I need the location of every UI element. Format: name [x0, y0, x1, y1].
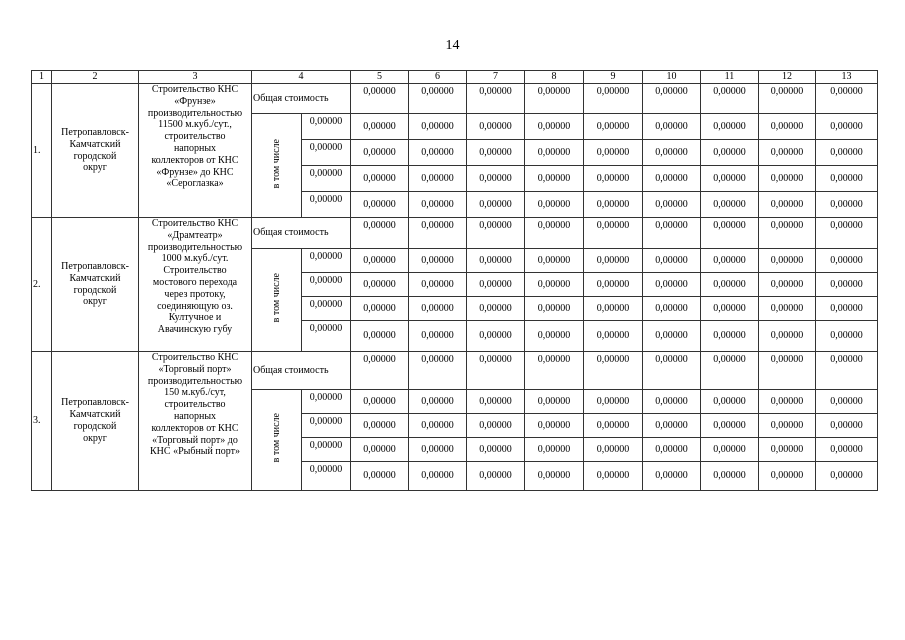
sub-row-value: 0,00000 — [643, 192, 701, 218]
general-cost-value: 0,00000 — [409, 84, 467, 114]
general-cost-value: 0,00000 — [584, 84, 643, 114]
sub-row-value: 0,00000 — [467, 438, 525, 462]
general-cost-value: 0,00000 — [525, 218, 584, 249]
sub-row-label: 0,00000 — [302, 166, 351, 192]
column-header: 8 — [525, 71, 584, 84]
project-description — [139, 84, 252, 218]
sub-row-value: 0,00000 — [351, 249, 409, 273]
sub-row-value: 0,00000 — [701, 249, 759, 273]
description-line: производительностью — [147, 107, 243, 119]
municipality-line: Камчатский — [69, 272, 121, 284]
sub-row-value: 0,00000 — [701, 390, 759, 414]
including-label: в том числе — [270, 138, 282, 189]
description-line: «Фрунзе» — [174, 95, 216, 107]
sub-row-value: 0,00000 — [584, 249, 643, 273]
sub-row-value: 0,00000 — [759, 390, 816, 414]
description-line: коллекторов от КНС — [151, 154, 239, 166]
sub-row-label: 0,00000 — [302, 321, 351, 352]
sub-row-value: 0,00000 — [467, 273, 525, 297]
table-row — [32, 352, 878, 390]
general-cost-value: 0,00000 — [701, 84, 759, 114]
sub-row-value: 0,00000 — [409, 273, 467, 297]
sub-row-value: 0,00000 — [816, 166, 878, 192]
table-row — [32, 84, 878, 114]
sub-row-value: 0,00000 — [643, 140, 701, 166]
column-header: 11 — [701, 71, 759, 84]
general-cost-value: 0,00000 — [351, 84, 409, 114]
sub-row-value: 0,00000 — [351, 438, 409, 462]
general-cost-value: 0,00000 — [701, 218, 759, 249]
sub-row-label: 0,00000 — [302, 462, 351, 491]
sub-row-value: 0,00000 — [759, 249, 816, 273]
sub-row-value: 0,00000 — [351, 114, 409, 140]
sub-row-value: 0,00000 — [701, 438, 759, 462]
description-line: соединяющую оз. — [157, 300, 233, 312]
description-line: строительство — [164, 399, 226, 411]
project-description — [139, 352, 252, 491]
sub-row-value: 0,00000 — [816, 297, 878, 321]
description-line: Строительство КНС — [151, 218, 239, 229]
sub-row-value: 0,00000 — [351, 192, 409, 218]
column-header: 6 — [409, 71, 467, 84]
general-cost-value: 0,00000 — [701, 352, 759, 390]
general-cost-value: 0,00000 — [643, 352, 701, 390]
general-cost-value: 0,00000 — [351, 352, 409, 390]
sub-row-value: 0,00000 — [584, 140, 643, 166]
municipality-line: Камчатский — [69, 409, 121, 421]
municipality-cell — [52, 352, 139, 491]
sub-row-value: 0,00000 — [584, 390, 643, 414]
row-number: 3. — [32, 352, 52, 491]
sub-row-value: 0,00000 — [701, 114, 759, 140]
sub-row-label: 0,00000 — [302, 438, 351, 462]
column-header: 9 — [584, 71, 643, 84]
sub-row-value: 0,00000 — [467, 390, 525, 414]
general-cost-value: 0,00000 — [759, 218, 816, 249]
sub-row-value: 0,00000 — [759, 321, 816, 352]
sub-row-value: 0,00000 — [409, 249, 467, 273]
sub-row-value: 0,00000 — [643, 321, 701, 352]
municipality-line: Петропавловск- — [61, 260, 129, 272]
description-line: 1000 м.куб./сут. — [161, 253, 229, 265]
sub-row-value: 0,00000 — [525, 114, 584, 140]
sub-row-value: 0,00000 — [525, 414, 584, 438]
sub-row-value: 0,00000 — [584, 462, 643, 491]
general-cost-value: 0,00000 — [525, 84, 584, 114]
description-line: строительство — [164, 131, 226, 143]
column-header: 5 — [351, 71, 409, 84]
sub-row-value: 0,00000 — [701, 166, 759, 192]
sub-row-value: 0,00000 — [351, 321, 409, 352]
sub-row-value: 0,00000 — [584, 273, 643, 297]
sub-row-value: 0,00000 — [643, 438, 701, 462]
general-cost-value: 0,00000 — [467, 84, 525, 114]
description-line: Култучное и — [168, 312, 222, 324]
sub-row-value: 0,00000 — [525, 166, 584, 192]
description-line: производительностью — [147, 241, 243, 253]
sub-row-value: 0,00000 — [467, 166, 525, 192]
general-cost-value: 0,00000 — [351, 218, 409, 249]
sub-row-value: 0,00000 — [643, 297, 701, 321]
description-line: Строительство КНС — [151, 84, 239, 95]
general-cost-value: 0,00000 — [643, 84, 701, 114]
including-label: в том числе — [270, 413, 282, 463]
sub-row-label: 0,00000 — [302, 414, 351, 438]
general-cost-value: 0,00000 — [467, 352, 525, 390]
description-line: КНС «Рыбный порт» — [150, 446, 240, 458]
sub-row-value: 0,00000 — [525, 438, 584, 462]
sub-row-value: 0,00000 — [759, 273, 816, 297]
sub-row-value: 0,00000 — [816, 462, 878, 491]
sub-row-value: 0,00000 — [409, 114, 467, 140]
sub-row-value: 0,00000 — [816, 192, 878, 218]
sub-row-value: 0,00000 — [351, 390, 409, 414]
sub-row-label: 0,00000 — [302, 140, 351, 166]
sub-row-value: 0,00000 — [351, 166, 409, 192]
municipality-line: округ — [83, 296, 107, 308]
sub-row-value: 0,00000 — [816, 114, 878, 140]
general-cost-label: Общая стоимость — [252, 352, 351, 390]
sub-row-value: 0,00000 — [409, 462, 467, 491]
general-cost-value: 0,00000 — [584, 218, 643, 249]
general-cost-value: 0,00000 — [409, 218, 467, 249]
description-line: напорных — [173, 410, 217, 422]
sub-row-label: 0,00000 — [302, 192, 351, 218]
sub-row-value: 0,00000 — [759, 114, 816, 140]
sub-row-value: 0,00000 — [467, 321, 525, 352]
sub-row-value: 0,00000 — [701, 414, 759, 438]
project-description — [139, 218, 252, 352]
sub-row-value: 0,00000 — [525, 390, 584, 414]
sub-row-value: 0,00000 — [643, 462, 701, 491]
sub-row-value: 0,00000 — [701, 273, 759, 297]
including-cell — [252, 390, 302, 491]
sub-row-value: 0,00000 — [467, 297, 525, 321]
sub-row-label: 0,00000 — [302, 297, 351, 321]
description-line: «Фрунзе» до КНС — [156, 166, 234, 178]
data-table — [31, 70, 878, 491]
municipality-line: городской — [73, 421, 117, 432]
column-header: 2 — [52, 71, 139, 84]
column-header: 12 — [759, 71, 816, 84]
table-row — [32, 218, 878, 249]
description-line: 11500 м.куб./сут., — [158, 119, 232, 131]
column-header: 10 — [643, 71, 701, 84]
sub-row-value: 0,00000 — [409, 438, 467, 462]
description-line: «Драмтеатр» — [167, 229, 223, 241]
description-line: напорных — [173, 142, 217, 154]
municipality-line: городской — [73, 150, 117, 162]
general-cost-value: 0,00000 — [409, 352, 467, 390]
municipality-line: Петропавловск- — [61, 397, 129, 409]
sub-row-value: 0,00000 — [467, 114, 525, 140]
sub-row-value: 0,00000 — [409, 390, 467, 414]
column-header: 7 — [467, 71, 525, 84]
municipality-cell — [52, 84, 139, 218]
description-line: «Торговый порт» — [158, 363, 232, 375]
municipality-line: Петропавловск- — [61, 126, 129, 138]
sub-row-value: 0,00000 — [525, 297, 584, 321]
description-line: 150 м.куб./сут, — [164, 387, 226, 399]
sub-row-value: 0,00000 — [701, 140, 759, 166]
sub-row-value: 0,00000 — [409, 166, 467, 192]
page-number: 14 — [445, 38, 460, 53]
header-row — [32, 71, 878, 84]
including-cell — [252, 249, 302, 352]
sub-row-value: 0,00000 — [584, 297, 643, 321]
general-cost-value: 0,00000 — [759, 84, 816, 114]
municipality-line: Камчатский — [69, 138, 121, 150]
description-line: Строительство — [163, 265, 227, 277]
sub-row-value: 0,00000 — [525, 249, 584, 273]
sub-row-value: 0,00000 — [351, 140, 409, 166]
sub-row-value: 0,00000 — [584, 321, 643, 352]
sub-row-value: 0,00000 — [643, 390, 701, 414]
sub-row-value: 0,00000 — [643, 166, 701, 192]
sub-row-value: 0,00000 — [643, 114, 701, 140]
general-cost-value: 0,00000 — [759, 352, 816, 390]
municipality-line: округ — [83, 162, 107, 174]
sub-row-value: 0,00000 — [467, 462, 525, 491]
sub-row-value: 0,00000 — [816, 249, 878, 273]
general-cost-value: 0,00000 — [816, 218, 878, 249]
description-line: коллекторов от КНС — [151, 422, 239, 434]
general-cost-value: 0,00000 — [584, 352, 643, 390]
sub-row-value: 0,00000 — [584, 114, 643, 140]
general-cost-value: 0,00000 — [816, 352, 878, 390]
sub-row-value: 0,00000 — [643, 414, 701, 438]
including-label: в том числе — [270, 273, 282, 323]
sub-row-value: 0,00000 — [584, 166, 643, 192]
sub-row-value: 0,00000 — [643, 249, 701, 273]
sub-row-value: 0,00000 — [759, 192, 816, 218]
description-line: Авачинскую губу — [157, 324, 233, 336]
description-line: через протоку, — [164, 288, 226, 300]
sub-row-value: 0,00000 — [759, 297, 816, 321]
sub-row-value: 0,00000 — [351, 462, 409, 491]
description-line: мостового перехода — [152, 276, 238, 288]
sub-row-value: 0,00000 — [701, 462, 759, 491]
sub-row-value: 0,00000 — [816, 390, 878, 414]
sub-row-value: 0,00000 — [409, 297, 467, 321]
municipality-cell — [52, 218, 139, 352]
sub-row-value: 0,00000 — [759, 414, 816, 438]
sub-row-value: 0,00000 — [409, 140, 467, 166]
sub-row-value: 0,00000 — [409, 192, 467, 218]
general-cost-label: Общая стоимость — [252, 218, 351, 249]
municipality-line: городской — [73, 284, 117, 296]
sub-row-label: 0,00000 — [302, 273, 351, 297]
sub-row-value: 0,00000 — [525, 273, 584, 297]
description-line: «Торговый порт» до — [152, 434, 238, 446]
general-cost-value: 0,00000 — [467, 218, 525, 249]
row-number: 1. — [32, 84, 52, 218]
sub-row-value: 0,00000 — [816, 273, 878, 297]
sub-row-value: 0,00000 — [409, 321, 467, 352]
sub-row-value: 0,00000 — [467, 249, 525, 273]
row-number: 2. — [32, 218, 52, 352]
sub-row-value: 0,00000 — [759, 166, 816, 192]
column-header: 13 — [816, 71, 878, 84]
sub-row-value: 0,00000 — [584, 192, 643, 218]
sub-row-value: 0,00000 — [525, 192, 584, 218]
sub-row-value: 0,00000 — [816, 438, 878, 462]
table-body — [32, 71, 878, 491]
sub-row-value: 0,00000 — [816, 321, 878, 352]
sub-row-label: 0,00000 — [302, 390, 351, 414]
sub-row-value: 0,00000 — [816, 414, 878, 438]
column-header: 4 — [252, 71, 351, 84]
sub-row-value: 0,00000 — [467, 414, 525, 438]
general-cost-label: Общая стоимость — [252, 84, 351, 114]
sub-row-value: 0,00000 — [584, 414, 643, 438]
sub-row-value: 0,00000 — [701, 192, 759, 218]
sub-row-value: 0,00000 — [759, 462, 816, 491]
sub-row-value: 0,00000 — [816, 140, 878, 166]
description-line: производительностью — [147, 375, 243, 387]
sub-row-value: 0,00000 — [525, 140, 584, 166]
including-cell — [252, 114, 302, 218]
sub-row-value: 0,00000 — [701, 321, 759, 352]
column-header: 1 — [32, 71, 52, 84]
sub-row-value: 0,00000 — [584, 438, 643, 462]
description-line: Строительство КНС — [151, 352, 239, 363]
sub-row-value: 0,00000 — [643, 273, 701, 297]
sub-row-value: 0,00000 — [467, 192, 525, 218]
sub-row-value: 0,00000 — [759, 438, 816, 462]
general-cost-value: 0,00000 — [643, 218, 701, 249]
sub-row-value: 0,00000 — [409, 414, 467, 438]
sub-row-value: 0,00000 — [525, 462, 584, 491]
sub-row-value: 0,00000 — [525, 321, 584, 352]
sub-row-value: 0,00000 — [351, 297, 409, 321]
sub-row-value: 0,00000 — [701, 297, 759, 321]
sub-row-label: 0,00000 — [302, 114, 351, 140]
sub-row-value: 0,00000 — [351, 273, 409, 297]
general-cost-value: 0,00000 — [816, 84, 878, 114]
sub-row-value: 0,00000 — [467, 140, 525, 166]
column-header: 3 — [139, 71, 252, 84]
general-cost-value: 0,00000 — [525, 352, 584, 390]
sub-row-label: 0,00000 — [302, 249, 351, 273]
sub-row-value: 0,00000 — [759, 140, 816, 166]
municipality-line: округ — [83, 432, 107, 444]
description-line: «Сероглазка» — [166, 178, 224, 190]
sub-row-value: 0,00000 — [351, 414, 409, 438]
